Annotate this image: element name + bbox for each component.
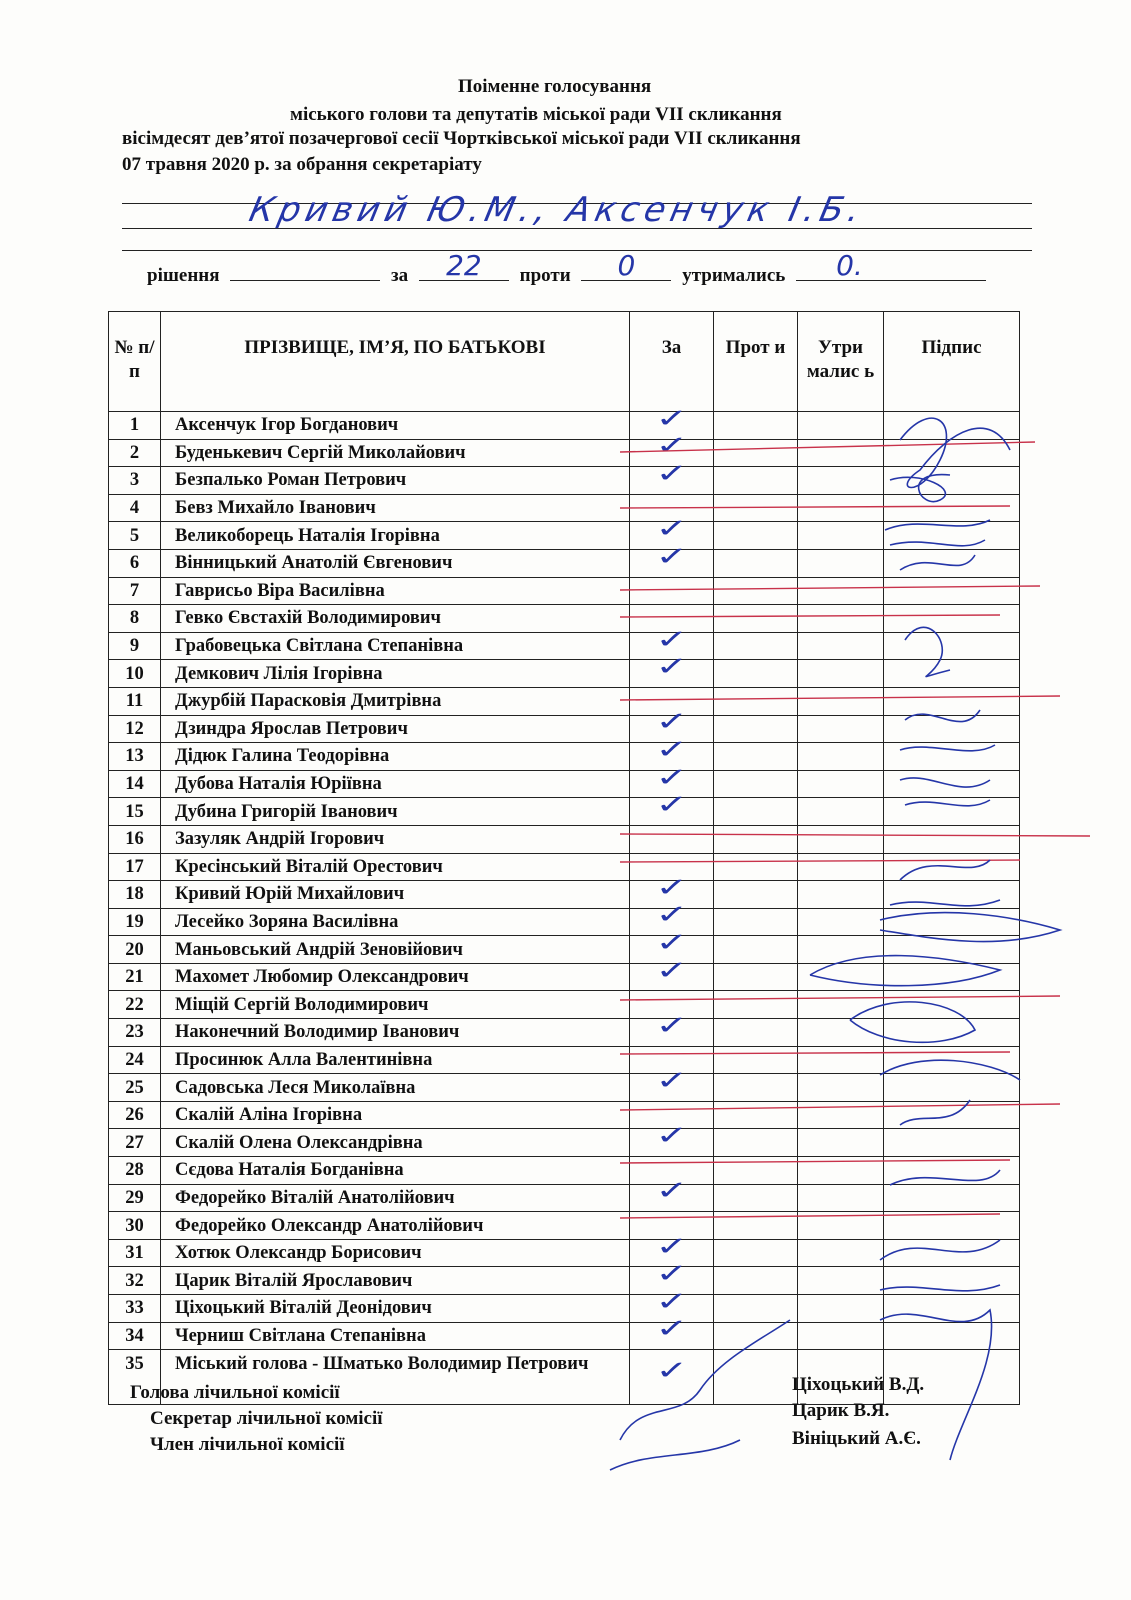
vote-abstain-cell	[798, 1101, 884, 1129]
vote-against-cell	[714, 853, 798, 881]
vote-against-cell	[714, 1322, 798, 1350]
header-name: ПРІЗВИЩЕ, ІМ’Я, ПО БАТЬКОВІ	[161, 312, 630, 412]
signature-cell	[884, 577, 1020, 605]
checkmark-icon: ✓	[655, 431, 688, 462]
row-number: 21	[109, 963, 161, 991]
table-row	[109, 825, 1020, 853]
row-number: 35	[109, 1350, 161, 1405]
deputy-name: Безпалько Роман Петрович	[161, 467, 630, 495]
header-za: За	[630, 312, 714, 412]
signature-cell	[884, 715, 1020, 743]
signature-cell	[884, 1295, 1020, 1323]
signature-cell	[884, 825, 1020, 853]
vote-for-cell	[630, 1176, 714, 1212]
deputy-name: Демкович Лілія Ігорівна	[161, 660, 630, 688]
vote-against-cell	[714, 770, 798, 798]
vote-against-cell	[714, 1295, 798, 1323]
vote-for-cell	[630, 825, 714, 853]
vote-abstain-cell	[798, 881, 884, 909]
deputy-name: Джурбій Парасковія Дмитрівна	[161, 687, 630, 715]
vote-against-cell	[714, 963, 798, 991]
vote-against-cell	[714, 1212, 798, 1240]
vote-abstain-cell	[798, 439, 884, 467]
row-number: 26	[109, 1101, 161, 1129]
table-row	[109, 743, 1020, 771]
deputy-name: Міський голова - Шматько Володимир Петрович	[161, 1350, 630, 1405]
vote-for-cell	[630, 955, 714, 991]
deputy-name: Маньовський Андрій Зеновійович	[161, 936, 630, 964]
utrymalys-value: 0.	[836, 249, 863, 282]
table-row	[109, 991, 1020, 1019]
deputy-name: Царик Віталій Ярославович	[161, 1267, 630, 1295]
za-value: 22	[446, 249, 482, 282]
row-number: 17	[109, 853, 161, 881]
deputy-name: Міщій Сергій Володимирович	[161, 991, 630, 1019]
row-number: 23	[109, 1019, 161, 1047]
checkmark-icon: ✓	[655, 1121, 688, 1152]
signature-cell	[884, 439, 1020, 467]
table-row	[109, 412, 1020, 440]
row-number: 12	[109, 715, 161, 743]
vote-against-cell	[714, 743, 798, 771]
row-number: 24	[109, 1046, 161, 1074]
vote-abstain-cell	[798, 936, 884, 964]
deputy-name: Махомет Любомир Олександрович	[161, 963, 630, 991]
table-row	[109, 522, 1020, 550]
checkmark-icon: ✓	[655, 872, 688, 903]
vote-for-cell	[630, 458, 714, 495]
handwritten-candidates: Кривий Ю.М., Аксенчук І.Б.	[245, 190, 869, 230]
row-number: 31	[109, 1239, 161, 1267]
vote-abstain-cell	[798, 577, 884, 605]
signature-cell	[884, 412, 1020, 440]
signature-cell	[884, 1239, 1020, 1267]
deputy-name: Аксенчук Ігор Богданович	[161, 412, 630, 440]
deputy-name: Зазуляк Андрій Ігорович	[161, 825, 630, 853]
vote-against-cell	[714, 632, 798, 660]
row-number: 4	[109, 494, 161, 522]
deputy-name: Ціхоцький Віталій Деонідович	[161, 1295, 630, 1323]
checkmark-icon: ✓	[655, 1066, 688, 1097]
vote-against-cell	[714, 1157, 798, 1185]
utrymalys-label: утримались	[682, 265, 786, 286]
table-row	[109, 1019, 1020, 1047]
signature-cell	[884, 1267, 1020, 1295]
vote-against-cell	[714, 439, 798, 467]
proty-blank	[581, 249, 671, 282]
deputy-name: Грабовецька Світлана Степанівна	[161, 632, 630, 660]
za-blank	[419, 249, 509, 282]
table-row	[109, 1212, 1020, 1240]
commission-member-name: Вініцький А.Є.	[792, 1428, 921, 1449]
row-number: 34	[109, 1322, 161, 1350]
row-number: 32	[109, 1267, 161, 1295]
header-num: № п/п	[109, 312, 161, 412]
deputy-name: Сєдова Наталія Богданівна	[161, 1157, 630, 1185]
vote-abstain-cell	[798, 412, 884, 440]
signature-cell	[884, 549, 1020, 577]
table-row	[109, 632, 1020, 660]
table-row	[109, 439, 1020, 467]
row-number: 28	[109, 1157, 161, 1185]
signature-cell	[884, 963, 1020, 991]
vote-abstain-cell	[798, 494, 884, 522]
vote-against-cell	[714, 936, 798, 964]
row-number: 3	[109, 467, 161, 495]
checkmark-icon: ✓	[655, 1314, 688, 1345]
table-row	[109, 494, 1020, 522]
vote-abstain-cell	[798, 1019, 884, 1047]
signature-cell	[884, 798, 1020, 826]
row-number: 5	[109, 522, 161, 550]
vote-abstain-cell	[798, 660, 884, 688]
checkmark-icon: ✓	[655, 734, 688, 765]
signature-cell	[884, 1322, 1020, 1350]
signature-cell	[884, 494, 1020, 522]
vote-against-cell	[714, 412, 798, 440]
vote-against-cell	[714, 1129, 798, 1157]
table-row	[109, 549, 1020, 577]
table-row	[109, 908, 1020, 936]
signature-cell	[884, 687, 1020, 715]
vote-for-cell	[630, 652, 714, 688]
vote-abstain-cell	[798, 798, 884, 826]
vote-abstain-cell	[798, 1322, 884, 1350]
signature-cell	[884, 936, 1020, 964]
row-number: 27	[109, 1129, 161, 1157]
vote-against-cell	[714, 1074, 798, 1102]
checkmark-icon: ✓	[655, 458, 688, 489]
table-row	[109, 881, 1020, 909]
checkmark-icon: ✓	[655, 900, 688, 931]
proty-label: проти	[519, 265, 571, 286]
vote-for-cell	[630, 1066, 714, 1102]
vote-abstain-cell	[798, 908, 884, 936]
row-number: 11	[109, 687, 161, 715]
signature-cell	[884, 1157, 1020, 1185]
checkmark-icon: ✓	[655, 1355, 688, 1386]
row-number: 20	[109, 936, 161, 964]
row-number: 2	[109, 439, 161, 467]
vote-against-cell	[714, 1267, 798, 1295]
signature-cell	[884, 881, 1020, 909]
vote-against-cell	[714, 494, 798, 522]
vote-for-cell	[630, 1010, 714, 1047]
header-proty: Прот и	[714, 312, 798, 412]
deputy-name: Дзиндра Ярослав Петрович	[161, 715, 630, 743]
table-row	[109, 963, 1020, 991]
vote-against-cell	[714, 687, 798, 715]
row-number: 13	[109, 743, 161, 771]
deputy-name: Федорейко Олександр Анатолійович	[161, 1212, 630, 1240]
checkmark-icon: ✓	[655, 790, 688, 821]
vote-against-cell	[714, 467, 798, 495]
checkmark-icon: ✓	[655, 624, 688, 655]
deputy-name: Скалій Олена Олександрівна	[161, 1129, 630, 1157]
checkmark-icon: ✓	[655, 1286, 688, 1317]
table-row	[109, 1101, 1020, 1129]
decision-label: рішення	[147, 265, 220, 286]
table-header-row	[109, 312, 1020, 412]
table-row	[109, 605, 1020, 633]
table-row	[109, 1184, 1020, 1212]
table-row	[109, 798, 1020, 826]
row-number: 29	[109, 1184, 161, 1212]
vote-abstain-cell	[798, 467, 884, 495]
deputy-name: Садовська Леся Миколаївна	[161, 1074, 630, 1102]
checkmark-icon: ✓	[655, 1010, 688, 1041]
vote-abstain-cell	[798, 1184, 884, 1212]
signature-cell	[884, 770, 1020, 798]
vote-for-cell	[630, 1314, 714, 1350]
vote-abstain-cell	[798, 991, 884, 1019]
table-row	[109, 1157, 1020, 1185]
deputy-name: Кресінський Віталій Орестович	[161, 853, 630, 881]
row-number: 30	[109, 1212, 161, 1240]
vote-abstain-cell	[798, 1074, 884, 1102]
utrymalys-blank	[796, 249, 986, 282]
signature-cell	[884, 1074, 1020, 1102]
deputy-name: Гевко Євстахій Володимирович	[161, 605, 630, 633]
deputy-name: Хотюк Олександр Борисович	[161, 1239, 630, 1267]
header-utrym: Утри малис ь	[798, 312, 884, 412]
table-row	[109, 1239, 1020, 1267]
signature-cell	[884, 853, 1020, 881]
row-number: 22	[109, 991, 161, 1019]
signature-cell	[884, 467, 1020, 495]
table-row	[109, 770, 1020, 798]
signature-cell	[884, 605, 1020, 633]
doc-title: Поіменне голосування	[458, 76, 652, 97]
proty-value: 0	[617, 249, 636, 282]
vote-against-cell	[714, 991, 798, 1019]
table-row	[109, 1322, 1020, 1350]
table-row	[109, 1129, 1020, 1157]
deputy-name: Великоборець Наталія Ігорівна	[161, 522, 630, 550]
signature-cell	[884, 522, 1020, 550]
signature-cell	[884, 743, 1020, 771]
signature-cell	[884, 632, 1020, 660]
vote-for-cell	[630, 1350, 714, 1405]
checkmark-icon: ✓	[655, 928, 688, 959]
vote-abstain-cell	[798, 1267, 884, 1295]
deputy-name: Дубова Наталія Юріївна	[161, 770, 630, 798]
session-line: вісімдесят дев’ятої позачергової сесії Чортківської міської ради VII скликання	[122, 128, 801, 149]
vote-table-body	[109, 403, 1020, 1405]
vote-for-cell	[630, 790, 714, 826]
vote-against-cell	[714, 798, 798, 826]
vote-against-cell	[714, 1184, 798, 1212]
commission-head-name: Ціхоцький В.Д.	[792, 1374, 925, 1395]
vote-abstain-cell	[798, 715, 884, 743]
vote-abstain-cell	[798, 1046, 884, 1074]
vote-abstain-cell	[798, 1239, 884, 1267]
signature-cell	[884, 1101, 1020, 1129]
signature-cell	[884, 1212, 1020, 1240]
signature-cell	[884, 1129, 1020, 1157]
header-signature: Підпис	[884, 312, 1020, 412]
row-number: 6	[109, 549, 161, 577]
row-number: 19	[109, 908, 161, 936]
commission-secretary-name: Царик В.Я.	[792, 1400, 890, 1421]
vote-table	[108, 311, 1020, 1405]
checkmark-icon: ✓	[655, 652, 688, 683]
table-row	[109, 660, 1020, 688]
row-number: 8	[109, 605, 161, 633]
row-number: 15	[109, 798, 161, 826]
vote-abstain-cell	[798, 825, 884, 853]
vote-against-cell	[714, 881, 798, 909]
vote-against-cell	[714, 522, 798, 550]
deputy-name: Вінницький Анатолій Євгенович	[161, 549, 630, 577]
vote-against-cell	[714, 660, 798, 688]
signature-cell	[884, 660, 1020, 688]
vote-for-cell	[630, 1121, 714, 1157]
vote-abstain-cell	[798, 605, 884, 633]
table-row	[109, 715, 1020, 743]
checkmark-icon: ✓	[655, 762, 688, 793]
row-number: 18	[109, 881, 161, 909]
signature-cell	[884, 1184, 1020, 1212]
vote-against-cell	[714, 549, 798, 577]
table-row	[109, 936, 1020, 964]
table-row	[109, 1046, 1020, 1074]
vote-abstain-cell	[798, 1212, 884, 1240]
vote-against-cell	[714, 1101, 798, 1129]
row-number: 1	[109, 412, 161, 440]
commission-member-label: Член лічильної комісії	[150, 1434, 345, 1455]
deputy-name: Федорейко Віталій Анатолійович	[161, 1184, 630, 1212]
deputy-name: Бевз Михайло Іванович	[161, 494, 630, 522]
checkmark-icon: ✓	[655, 541, 688, 572]
commission-head-label: Голова лічильної комісії	[130, 1382, 340, 1403]
date-subject-line: 07 травня 2020 р. за обрання секретаріату	[122, 154, 482, 175]
vote-against-cell	[714, 1239, 798, 1267]
row-number: 9	[109, 632, 161, 660]
row-number: 7	[109, 577, 161, 605]
table-row	[109, 687, 1020, 715]
table-row	[109, 1074, 1020, 1102]
deputy-name: Скалій Аліна Ігорівна	[161, 1101, 630, 1129]
commission-secretary-label: Секретар лічильної комісії	[150, 1408, 383, 1429]
vote-against-cell	[714, 577, 798, 605]
vote-against-cell	[714, 605, 798, 633]
row-number: 16	[109, 825, 161, 853]
row-number: 25	[109, 1074, 161, 1102]
vote-for-cell	[630, 577, 714, 605]
vote-abstain-cell	[798, 1157, 884, 1185]
vote-abstain-cell	[798, 632, 884, 660]
checkmark-icon: ✓	[655, 707, 688, 738]
row-number: 33	[109, 1295, 161, 1323]
deputy-name: Кривий Юрій Михайлович	[161, 881, 630, 909]
vote-against-cell	[714, 715, 798, 743]
vote-abstain-cell	[798, 687, 884, 715]
checkmark-icon: ✓	[655, 1231, 688, 1262]
vote-abstain-cell	[798, 522, 884, 550]
za-label: за	[391, 265, 409, 286]
vote-against-cell	[714, 1046, 798, 1074]
vote-against-cell	[714, 825, 798, 853]
table-row	[109, 1295, 1020, 1323]
vote-abstain-cell	[798, 1129, 884, 1157]
vote-against-cell	[714, 1350, 798, 1405]
row-number: 14	[109, 770, 161, 798]
checkmark-icon: ✓	[655, 955, 688, 986]
table-row	[109, 1267, 1020, 1295]
signature-cell	[884, 1019, 1020, 1047]
deputy-name: Лесейко Зоряна Василівна	[161, 908, 630, 936]
decision-blank	[230, 264, 380, 281]
vote-abstain-cell	[798, 853, 884, 881]
row-number: 10	[109, 660, 161, 688]
table-row	[109, 467, 1020, 495]
vote-against-cell	[714, 908, 798, 936]
deputy-name: Гаврисьо Віра Василівна	[161, 577, 630, 605]
checkmark-icon: ✓	[655, 1176, 688, 1207]
signature-cell	[884, 908, 1020, 936]
deputy-name: Буденькевич Сергій Миколайович	[161, 439, 630, 467]
signature-cell	[884, 1046, 1020, 1074]
vote-against-cell	[714, 1019, 798, 1047]
vote-abstain-cell	[798, 770, 884, 798]
deputy-name: Черниш Світлана Степанівна	[161, 1322, 630, 1350]
checkmark-icon: ✓	[655, 514, 688, 545]
signature-cell	[884, 991, 1020, 1019]
decision-line	[147, 249, 992, 287]
doc-subtitle: міського голови та депутатів міської ради VII скликання	[290, 104, 782, 125]
deputy-name: Просинюк Алла Валентинівна	[161, 1046, 630, 1074]
checkmark-icon: ✓	[655, 403, 688, 434]
vote-for-cell	[630, 541, 714, 577]
vote-abstain-cell	[798, 743, 884, 771]
vote-abstain-cell	[798, 549, 884, 577]
vote-abstain-cell	[798, 963, 884, 991]
deputy-name: Дідюк Галина Теодорівна	[161, 743, 630, 771]
deputy-name: Наконечний Володимир Іванович	[161, 1019, 630, 1047]
deputy-name: Дубина Григорій Іванович	[161, 798, 630, 826]
checkmark-icon: ✓	[655, 1259, 688, 1290]
table-row	[109, 853, 1020, 881]
table-row	[109, 577, 1020, 605]
vote-abstain-cell	[798, 1295, 884, 1323]
